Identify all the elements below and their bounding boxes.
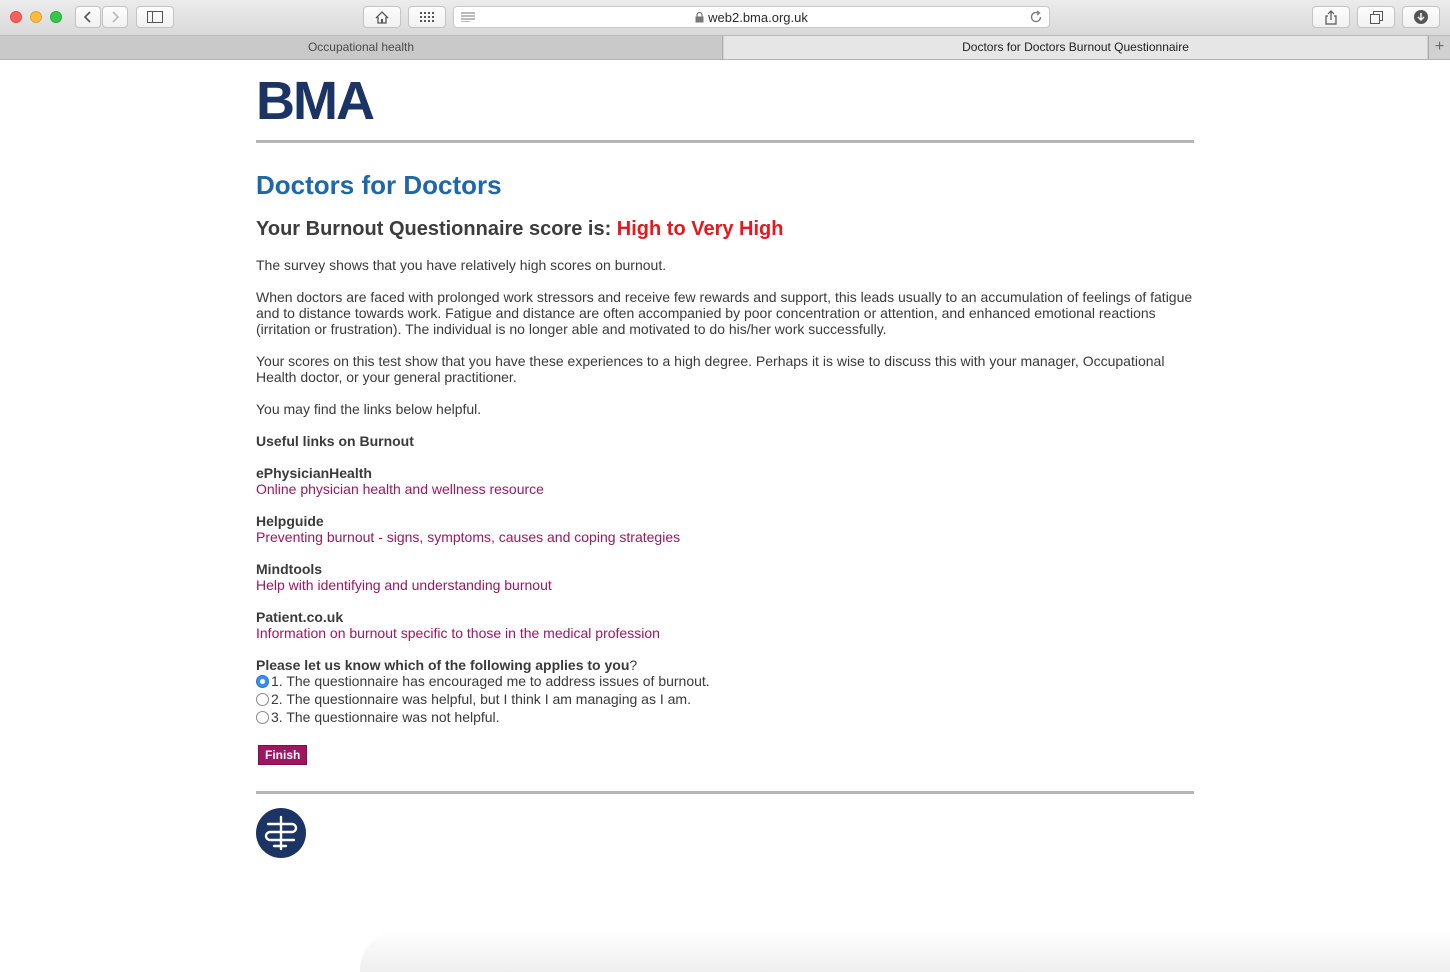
share-icon [1325,10,1337,25]
new-tab-button[interactable]: + [1428,36,1450,59]
page-title: Doctors for Doctors [256,170,502,200]
link-ephysicianhealth[interactable]: Online physician health and wellness resource [256,481,544,497]
option-label: 1. The questionnaire has encouraged me to address issues of burnout. [271,673,710,689]
result-paragraph-4: You may find the links below helpful. [256,401,482,417]
address-bar[interactable] [453,6,1050,28]
top-sites-button[interactable] [408,6,446,28]
radio-button[interactable] [256,675,269,688]
close-window-button[interactable] [10,11,22,23]
footer-divider [256,791,1194,794]
sidebar-button[interactable] [136,6,174,28]
chevron-right-icon [110,10,120,24]
link-source-name: Mindtools [256,561,323,577]
score-heading [256,218,783,241]
tab-bar [0,36,1450,60]
feedback-option-2[interactable] [256,690,691,708]
link-patient[interactable]: Information on burnout specific to those in the medical profession [256,625,660,641]
radio-button[interactable] [256,711,269,724]
score-label: Your Burnout Questionnaire score is: [256,218,612,240]
score-value: High to Very High [616,218,784,240]
tab-occupational-health[interactable]: Occupational health [0,36,723,59]
home-button[interactable] [363,6,401,28]
feedback-question: Please let us know which of the following applies to you? [256,657,638,673]
feedback-option-3[interactable] [256,708,500,726]
tabs-icon [1370,11,1383,24]
link-source-name: Patient.co.uk [256,609,344,625]
zoom-window-button[interactable] [50,11,62,23]
home-icon [375,11,389,24]
header-divider [256,140,1194,143]
downloads-button[interactable] [1402,6,1440,28]
browser-toolbar [0,0,1450,36]
page-shadow [360,930,1450,972]
link-helpguide[interactable]: Preventing burnout - signs, symptoms, causes and coping strategies [256,529,681,545]
bma-logo[interactable]: BMA [256,71,373,131]
back-button[interactable] [75,6,101,28]
chevron-left-icon [83,10,93,24]
tab-burnout-questionnaire[interactable]: Doctors for Doctors Burnout Questionnaire [724,36,1427,59]
minimize-window-button[interactable] [30,11,42,23]
url-text: web2.bma.org.uk [708,10,808,25]
result-paragraph-2: When doctors are faced with prolonged work stressors and receive few rewards and support, this leads usually to an accumulation of feelings of fatigue and to distance towards work. Fatigue and distance are often accompanied by poor concentration or attention, and enhanced emotional reactions (irritation or frustration). The individual is no longer able and motivated to do his/her work successfully. [256,289,1193,337]
link-source-name: Helpguide [256,513,324,529]
result-paragraph-3: Your scores on this test show that you have these experiences to a high degree. Perhaps it is wise to discuss this with your manager, Occupational Health doctor, or your general practitioner. [256,353,1165,385]
result-paragraph-1: The survey shows that you have relatively high scores on burnout. [256,257,667,273]
option-label: 3. The questionnaire was not helpful. [271,709,500,725]
download-icon [1414,10,1428,24]
link-mindtools[interactable]: Help with identifying and understanding burnout [256,577,552,593]
radio-button[interactable] [256,693,269,706]
url-display [454,10,1049,25]
forward-button[interactable] [102,6,128,28]
grid-icon [420,12,434,22]
tab-overview-button[interactable] [1357,6,1395,28]
reload-icon[interactable] [1029,10,1043,24]
share-button[interactable] [1312,6,1350,28]
links-heading: Useful links on Burnout [256,433,414,449]
bma-emblem-icon[interactable] [256,808,306,858]
link-source-name: ePhysicianHealth [256,465,372,481]
finish-button[interactable]: Finish [258,745,307,765]
sidebar-icon [147,11,163,23]
lock-icon [695,12,704,23]
option-label: 2. The questionnaire was helpful, but I think I am managing as I am. [271,691,691,707]
feedback-option-1[interactable] [256,672,710,690]
